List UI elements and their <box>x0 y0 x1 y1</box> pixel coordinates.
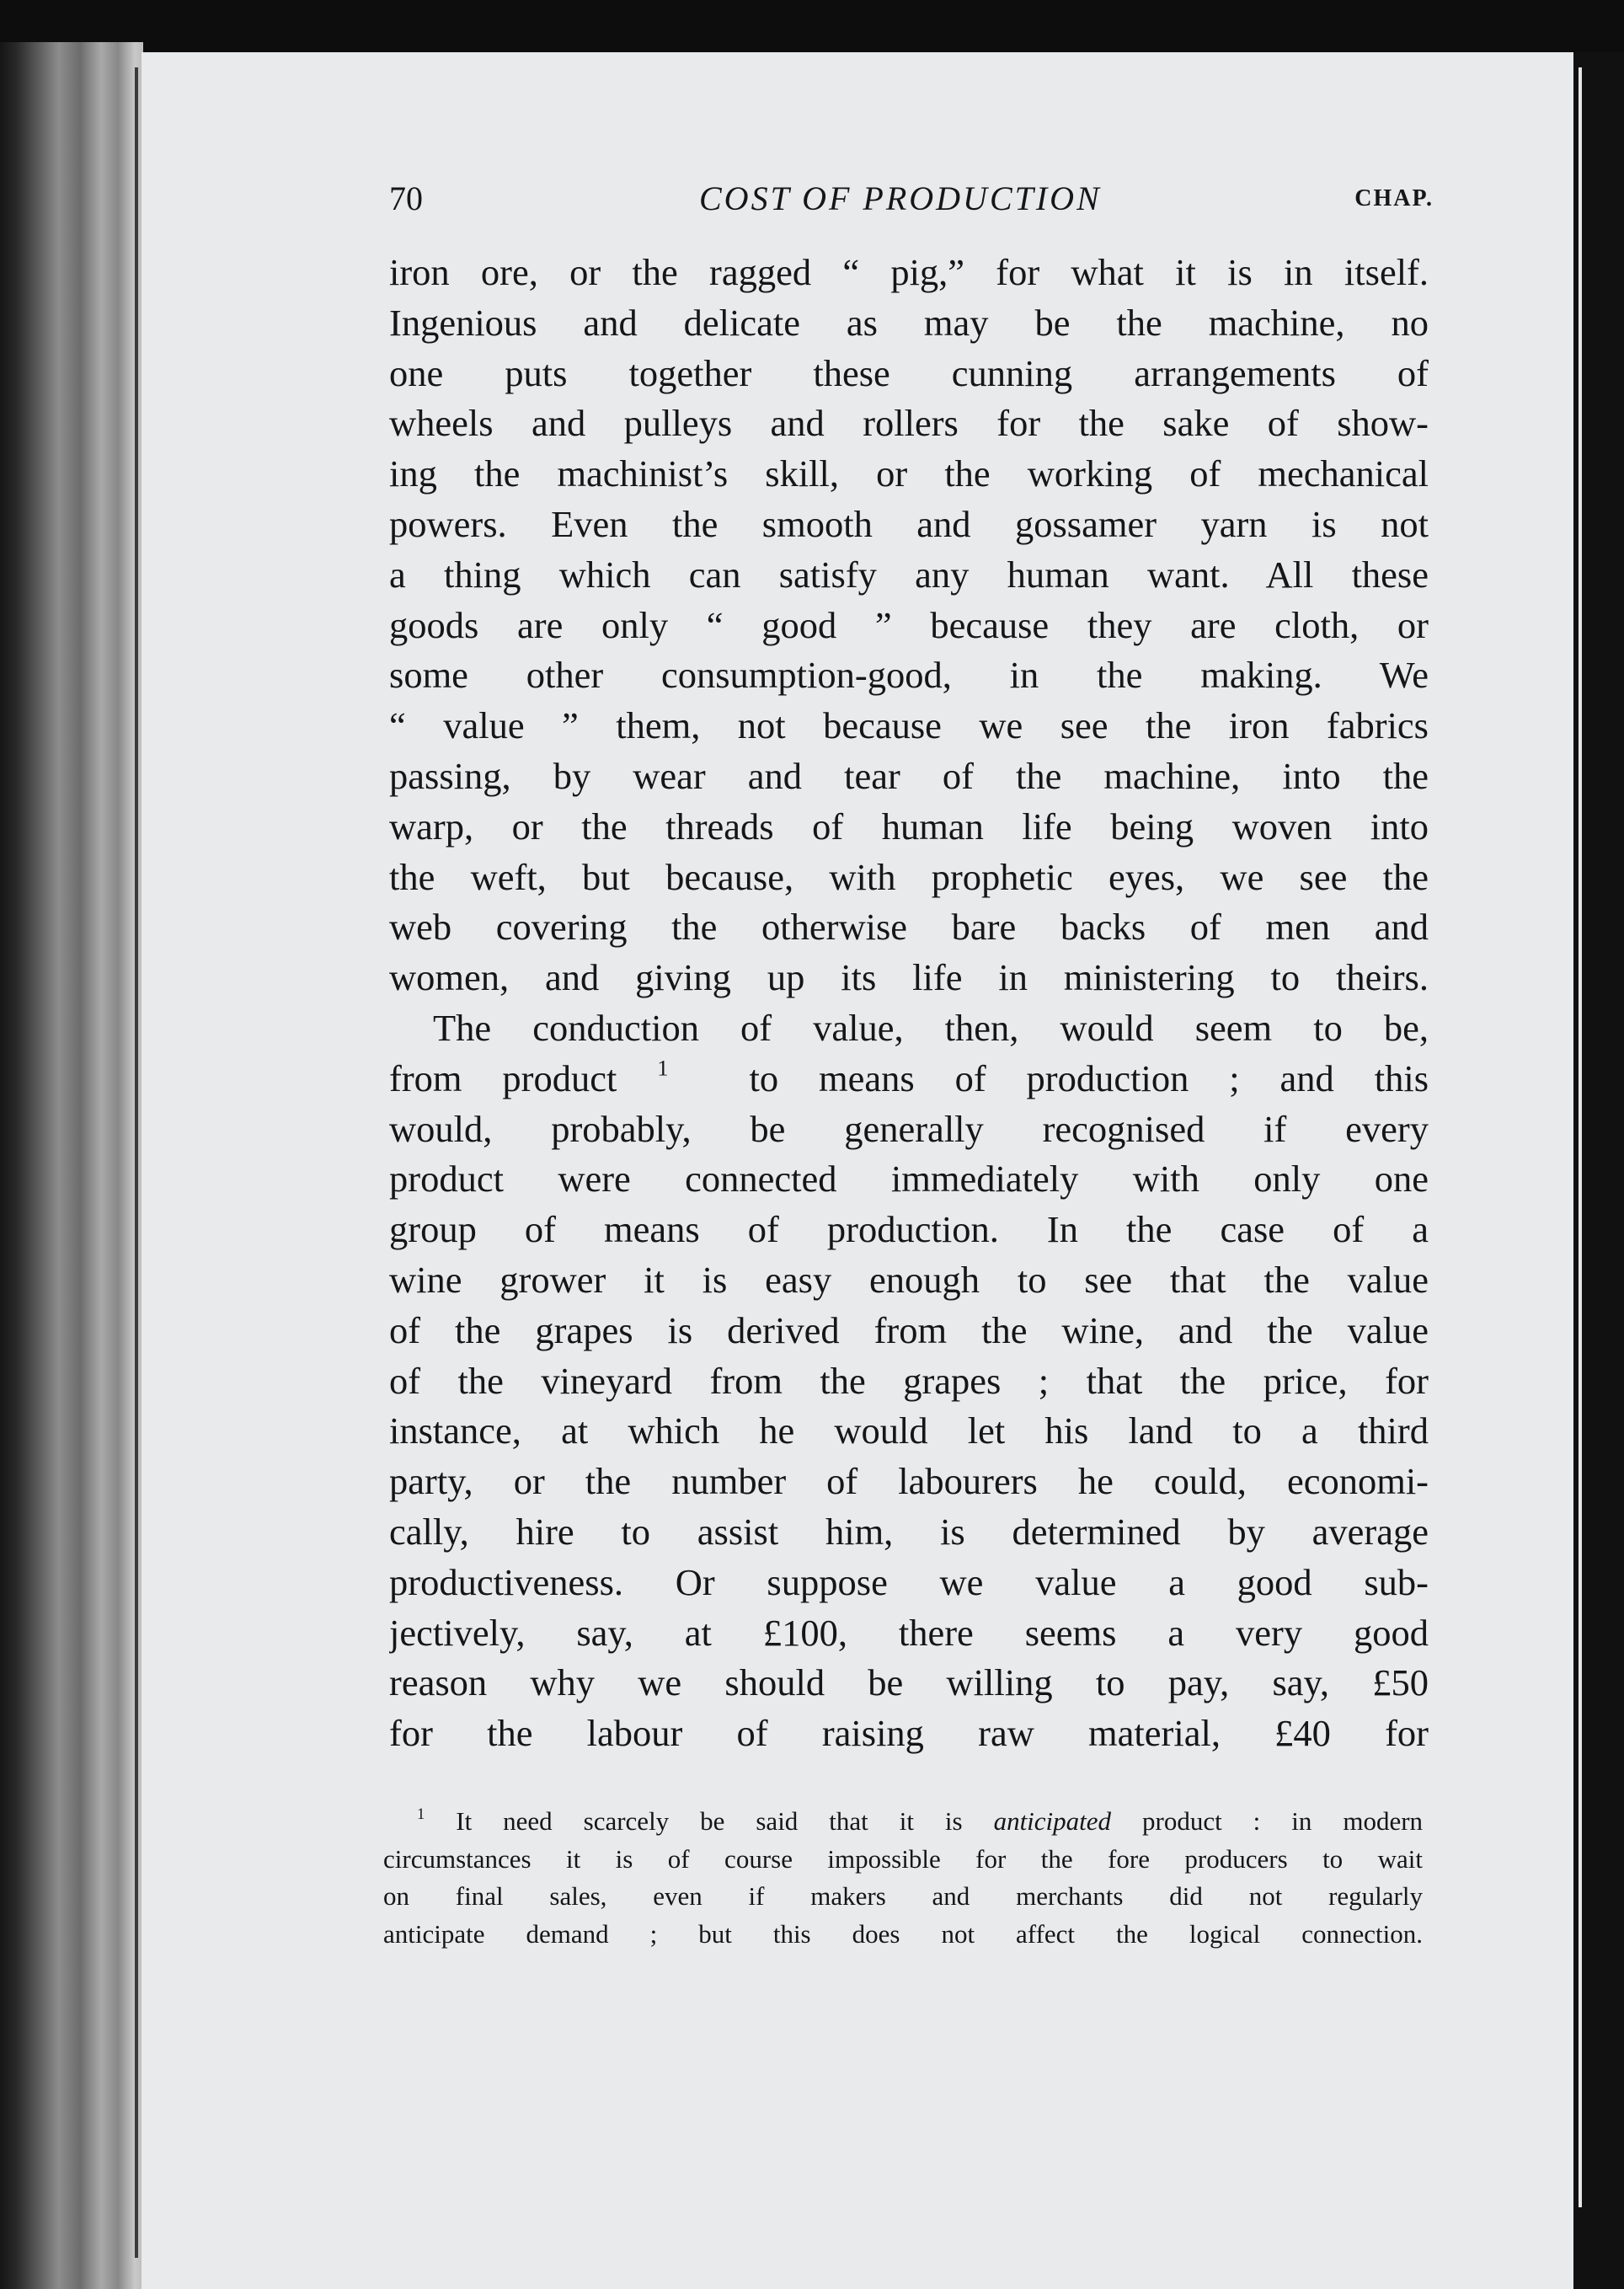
book-spine <box>0 42 143 2289</box>
text-line: the weft, but because, with prophetic eyes, we see the <box>389 855 1429 898</box>
text-line: warp, or the threads of human life being woven into <box>389 805 1429 848</box>
text-line: some other consumption-good, in the making. We <box>389 654 1429 697</box>
page-number: 70 <box>389 179 423 217</box>
text-segment: to means of production ; and this <box>749 1056 1429 1099</box>
chap-label: CHAP. <box>1354 185 1434 211</box>
chapter-title: COST OF PRODUCTION <box>699 179 1102 217</box>
text-line: of the vineyard from the grapes ; that the price, for <box>389 1359 1429 1402</box>
binding-edge <box>135 67 138 2258</box>
text-line: one puts together these cunning arrangements of <box>389 351 1429 394</box>
page-right-edge-line <box>1579 67 1582 2207</box>
text-line: women, and giving up its life in ministering to theirs. <box>389 956 1429 999</box>
footnote-line: on final sales, even if makers and merchants did not regularly <box>383 1881 1423 1911</box>
text-segment: from product <box>389 1056 617 1099</box>
footnote-marker: 1 <box>417 1805 425 1823</box>
footnote-line: circumstances it is of course impossible for the fore producers to wait <box>383 1843 1423 1874</box>
footnote-reference: 1 <box>657 1055 669 1081</box>
text-line: jectively, say, at £100, there seems a very good <box>389 1611 1429 1654</box>
paragraph-start-line: The conduction of value, then, would seem to be, <box>433 1006 1429 1049</box>
text-line: would, probably, be generally recognised if every <box>389 1107 1429 1150</box>
text-line: ing the machinist’s skill, or the working of mechanical <box>389 452 1429 495</box>
text-line: wine grower it is easy enough to see that the value <box>389 1258 1429 1301</box>
footnote-line <box>383 1803 1423 1841</box>
footnote-text: It need scarcely be said that it is <box>456 1806 963 1836</box>
text-line: goods are only “ good ” because they are cloth, or <box>389 603 1429 646</box>
text-line: web covering the otherwise bare backs of men and <box>389 906 1429 949</box>
text-line: instance, at which he would let his land to a third <box>389 1409 1429 1452</box>
running-head <box>389 179 1434 226</box>
text-line: cally, hire to assist him, is determined by average <box>389 1510 1429 1553</box>
text-line-with-footnote-ref <box>389 1054 1429 1104</box>
text-line: party, or the number of labourers he could, economi- <box>389 1460 1429 1503</box>
text-line: powers. Even the smooth and gossamer yarn is not <box>389 502 1429 545</box>
footnote-line: anticipate demand ; but this does not affect the logical connection. <box>383 1918 1423 1949</box>
body-text <box>389 248 1429 1759</box>
text-line: a thing which can satisfy any human want. All these <box>389 553 1429 596</box>
text-line: reason why we should be willing to pay, say, £50 <box>389 1661 1429 1704</box>
text-line: wheels and pulleys and rollers for the sake of show- <box>389 402 1429 445</box>
text-line: iron ore, or the ragged “ pig,” for what it is in itself. <box>389 251 1429 293</box>
text-line: of the grapes is derived from the wine, and the value <box>389 1308 1429 1351</box>
text-line: productiveness. Or suppose we value a good sub- <box>389 1560 1429 1603</box>
text-line: for the labour of raising raw material, £40 for <box>389 1712 1429 1755</box>
footnote-text: product : in modern <box>1142 1806 1423 1836</box>
footnote <box>383 1803 1423 1953</box>
text-line: passing, by wear and tear of the machine, into the <box>389 754 1429 797</box>
text-line: “ value ” them, not because we see the iron fabrics <box>389 704 1429 747</box>
footnote-emphasis: anticipated <box>993 1806 1112 1836</box>
text-line: group of means of production. In the case of a <box>389 1208 1429 1251</box>
text-line: Ingenious and delicate as may be the machine, no <box>389 301 1429 344</box>
text-line: product were connected immediately with only one <box>389 1158 1429 1201</box>
